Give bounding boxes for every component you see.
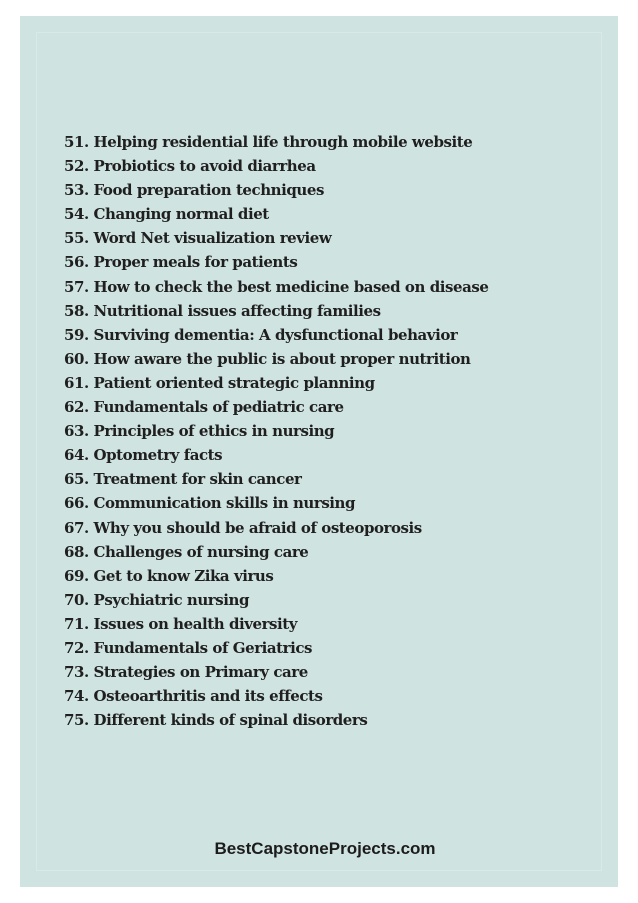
topic-item: 60. How aware the public is about proper nutrition xyxy=(64,349,471,368)
topic-item: 66. Communication skills in nursing xyxy=(64,494,356,513)
topic-item: 71. Issues on health diversity xyxy=(64,614,298,633)
topic-item: 58. Nutritional issues affecting families xyxy=(64,301,381,320)
topic-item: 62. Fundamentals of pediatric care xyxy=(64,398,344,417)
topic-item: 61. Patient oriented strategic planning xyxy=(64,373,375,392)
topic-item: 73. Strategies on Primary care xyxy=(64,663,308,682)
topic-item: 63. Principles of ethics in nursing xyxy=(64,422,335,441)
topic-item: 72. Fundamentals of Geriatrics xyxy=(64,638,313,657)
topic-item: 67. Why you should be afraid of osteoporosis xyxy=(64,518,422,537)
topic-item: 75. Different kinds of spinal disorders xyxy=(64,711,368,730)
topic-item: 53. Food preparation techniques xyxy=(64,181,324,200)
topic-item: 65. Treatment for skin cancer xyxy=(64,470,302,489)
topic-item: 68. Challenges of nursing care xyxy=(64,542,309,561)
topic-item: 74. Osteoarthritis and its effects xyxy=(64,687,323,706)
topic-item: 59. Surviving dementia: A dysfunctional behavior xyxy=(64,325,458,344)
website-footer: BestCapstoneProjects.com xyxy=(214,839,436,858)
topic-item: 69. Get to know Zika virus xyxy=(64,566,274,585)
topic-item: 56. Proper meals for patients xyxy=(64,253,298,272)
topic-item: 57. How to check the best medicine based on disease xyxy=(64,277,489,296)
topic-item: 64. Optometry facts xyxy=(64,446,223,465)
content-panel xyxy=(20,16,618,887)
topic-list xyxy=(64,130,604,732)
topic-item: 51. Helping residential life through mobile website xyxy=(64,133,473,151)
topic-item: 70. Psychiatric nursing xyxy=(64,590,250,609)
topic-item: 52. Probiotics to avoid diarrhea xyxy=(64,157,316,176)
topic-item: 54. Changing normal diet xyxy=(64,205,269,224)
topic-item: 55. Word Net visualization review xyxy=(64,229,332,248)
